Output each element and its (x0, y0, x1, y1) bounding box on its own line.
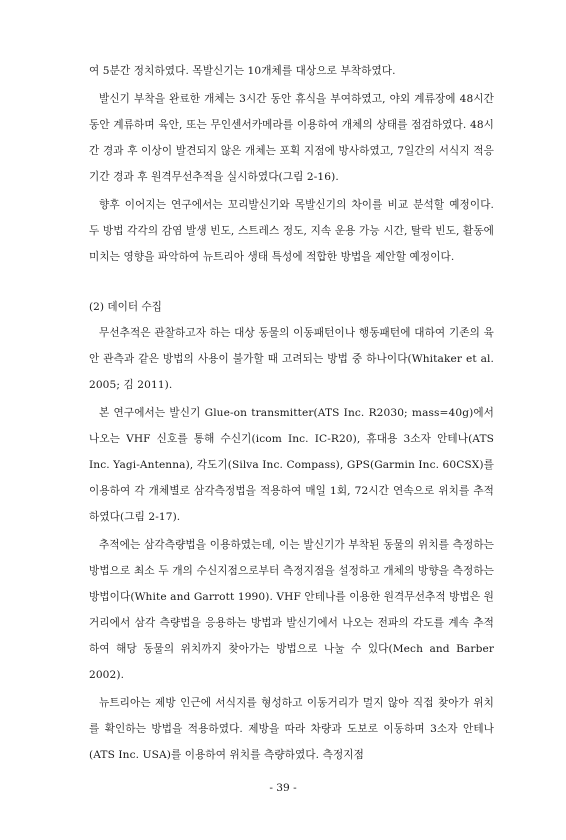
section-heading: (2) 데이터 수집 (89, 301, 162, 313)
paragraph-equipment: 본 연구에서는 발신기 Glue-on transmitter(ATS Inc. R2030; mass=40g)에서 나오는 VHF 신호를 통해 수신기(icom Inc. IC-R20), 휴대용 3소자 안테나(ATS Inc. Yagi-Antenna), 각도기(Silva Inc. Compass), GPS(Garmin Inc. 60CSX)를 이용하여 각 개체별로 삼각측정법을 적용하여 매일 1회, 72시간 연속으로 위치를 추적하였다(그림 2-17). (89, 407, 494, 523)
paragraph-triangulation: 추적에는 삼각측량법을 이용하였는데, 이는 발신기가 부착된 동물의 위치를 측정하는 방법으로 최소 두 개의 수신지점으로부터 측정지점을 설정하고 개체의 방향을 측정하는 방법이다(White and Garrott 1990). VHF 안테나를 이용한 원격무선추적 방법은 원거리에서 삼각 측량법을 응용하는 방법과 발신기에서 나오는 전파의 각도를 계속 추적하여 해당 동물의 위치까지 찾아가는 방법으로 나눌 수 있다(Mech and Barber 2002). (89, 539, 494, 681)
page-number: - 39 - (269, 782, 297, 794)
paragraph-future-study: 향후 이어지는 연구에서는 꼬리발신기와 목발신기의 차이를 비교 분석할 예정이다. 두 방법 각각의 감염 발생 빈도, 스트레스 정도, 지속 운용 가능 시간, 탈락 빈도, 활동에 미치는 영향을 파악하여 뉴트리아 생태 특성에 적합한 방법을 제안할 예정이다. (89, 199, 494, 263)
page-body (89, 58, 494, 768)
section-spacer (89, 270, 494, 294)
paragraph-nutria-tracking: 뉴트리아는 제방 인근에 서식지를 형성하고 이동거리가 멀지 않아 직접 찾아가 위치를 확인하는 방법을 적용하였다. 제방을 따라 차량과 도보로 이동하며 3소자 안테나(ATS Inc. USA)를 이용하여 위치를 측량하였다. 측정지점 (89, 697, 494, 761)
paragraph-continuation: 여 5분간 정치하였다. 목발신기는 10개체를 대상으로 부착하였다. (89, 65, 396, 77)
paragraph-radio-tracking-intro: 무선추적은 관찰하고자 하는 대상 동물의 이동패턴이나 행동패턴에 대하여 기존의 육안 관측과 같은 방법의 사용이 불가할 때 고려되는 방법 중 하나이다(Whitaker et al. 2005; 김 2011). (89, 327, 494, 391)
paragraph-attachment-rest: 발신기 부착을 완료한 개체는 3시간 동안 휴식을 부여하였고, 야외 계류장에 48시간 동안 계류하며 육안, 또는 무인센서카메라를 이용하여 개체의 상태를 점검하였다. 48시간 경과 후 이상이 발견되지 않은 개체는 포획 지점에 방사하였고, 7일간의 서식지 적응 기간 경과 후 원격무선추적을 실시하였다(그림 2-16). (89, 93, 494, 183)
